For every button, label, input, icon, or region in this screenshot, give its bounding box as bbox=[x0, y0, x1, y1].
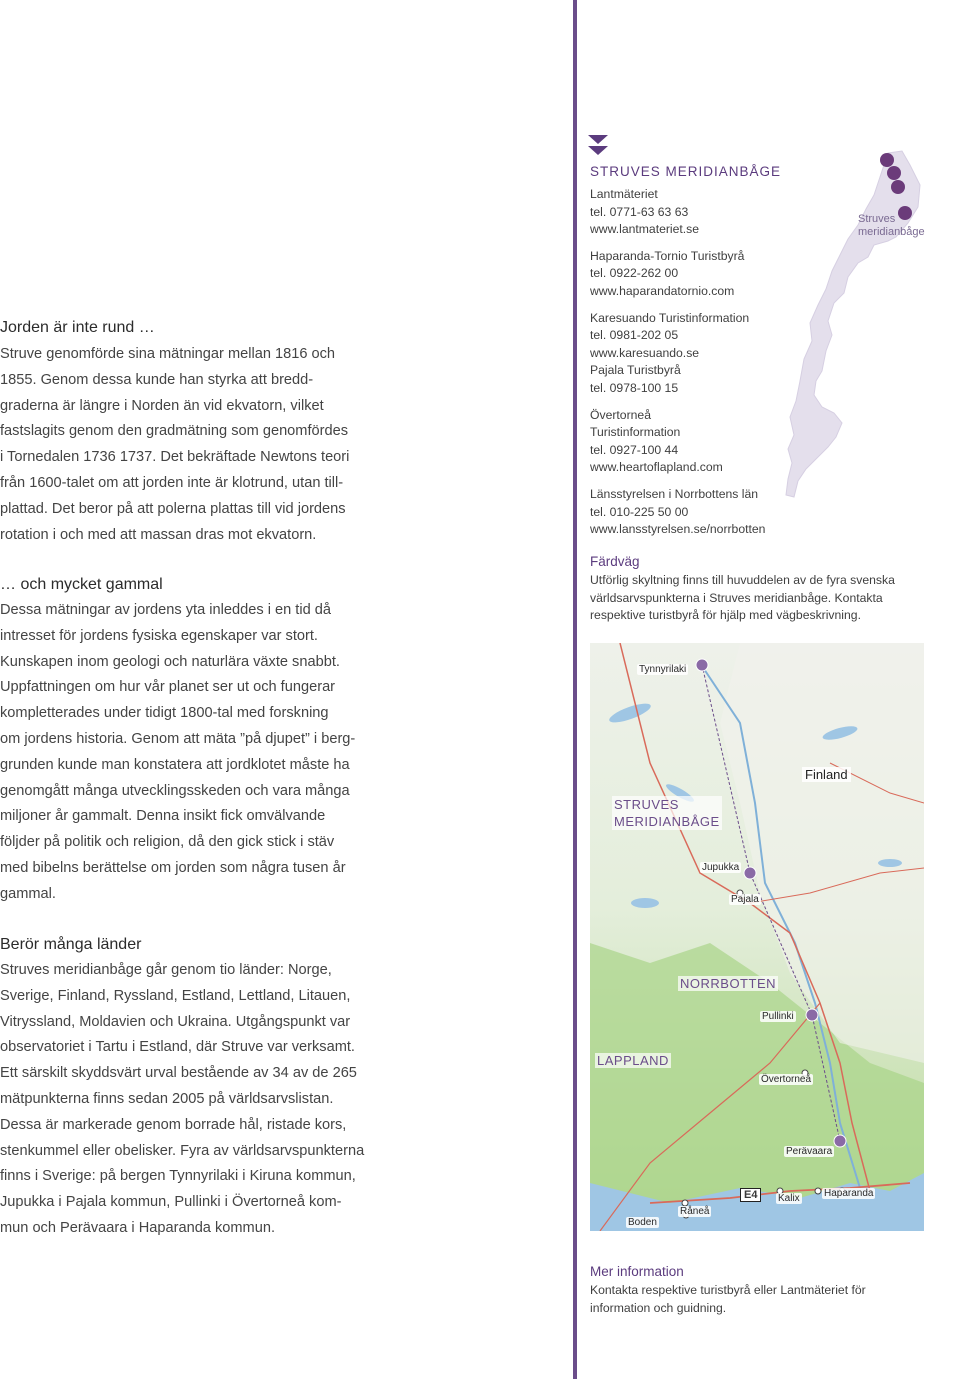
contact-name: Lantmäteriet bbox=[590, 187, 658, 201]
map-label-tynnyrilaki: Tynnyrilaki bbox=[639, 664, 687, 675]
map-marker-peravaara bbox=[834, 1135, 846, 1147]
contact-link[interactable]: www.lansstyrelsen.se/norrbotten bbox=[590, 522, 766, 537]
map-label-pajala: Pajala bbox=[731, 894, 759, 905]
map-label-kalix: Kalix bbox=[778, 1193, 800, 1204]
map-label-lappland: LAPPLAND bbox=[597, 1053, 669, 1068]
map-label-ranea: Råneå bbox=[680, 1206, 710, 1217]
contact-link[interactable]: www.lantmateriet.se bbox=[590, 222, 700, 237]
double-chevron-down-icon bbox=[588, 135, 608, 157]
map-label-struves: STRUVES MERIDIANBÅGE bbox=[614, 797, 720, 829]
contact-link[interactable]: www.haparandatornio.com bbox=[590, 283, 735, 298]
marker-tynnyrilaki bbox=[880, 153, 894, 167]
contact-name: Turistinformation bbox=[590, 425, 681, 440]
contact-name: Pajala Turistbyrå bbox=[590, 363, 681, 378]
section-body-lander: Struves meridianbåge går genom tio länder: Norge, Sverige, Finland, Ryssland, Estland, Lettland, Litauen, Vitryssland, Moldavien och Ukraina. Utgångspunkt var observatoriet i Tartu i Estland, där Struve var verksamt. Ett särskilt skyddsvärt urval bestående av 34 av de 265 mätpunkterna finns sedan 2005 på världsarvslistan. Dessa är markerade genom borrade hål, ristade kors, stenkummel eller obelisker. Fyra av världsarvspunkterna finns i Sverige: på bergen Tynnyrilaki i Kiruna kommun, Jupukka i Pajala kommun, Pullinki i Övertorneå kom- mun och Perävaara i Haparanda kommun. bbox=[0, 962, 365, 1236]
map-label-peravaara: Perävaara bbox=[786, 1146, 833, 1157]
section-heading-gammal: … och mycket gammal bbox=[0, 576, 163, 593]
contact-name: Länsstyrelsen i Norrbottens län bbox=[590, 486, 759, 501]
fardvag-body: Utförlig skyltning finns till huvuddelen av de fyra svenska världsarvspunkterna i Struves meridianbåge. Kontakta respektive turistbyrå för hjälp med vägbeskrivning. bbox=[590, 573, 895, 623]
sweden-map-label: Struves meridianbåge bbox=[858, 213, 925, 238]
contacts-title: STRUVES MERIDIANBÅGE bbox=[590, 164, 782, 179]
contact-phone: tel. 0981-202 05 bbox=[590, 328, 679, 343]
contact-name: Övertorneå bbox=[590, 407, 651, 422]
contacts-list bbox=[590, 186, 765, 539]
map-marker-jupukka bbox=[744, 867, 756, 879]
contact-phone: tel. 0978-100 15 bbox=[590, 380, 679, 395]
fardvag-heading: Färdväg bbox=[590, 554, 640, 569]
column-divider bbox=[573, 0, 577, 1379]
contact-phone: tel. 0922-262 00 bbox=[590, 266, 679, 281]
map-marker-pullinki bbox=[806, 1009, 818, 1021]
sweden-overview-map bbox=[770, 145, 950, 515]
marker-pullinki bbox=[891, 180, 905, 194]
sweden-shape bbox=[786, 151, 920, 497]
map-label-pullinki: Pullinki bbox=[762, 1011, 794, 1022]
map-marker-tynnyrilaki bbox=[696, 659, 708, 671]
region-map bbox=[590, 643, 924, 1231]
contact-phone: tel. 0927-100 44 bbox=[590, 442, 679, 457]
map-label-norrbotten: NORRBOTTEN bbox=[680, 976, 776, 991]
contact-name: Karesuando Turistinformation bbox=[590, 310, 750, 325]
map-label-e4: E4 bbox=[740, 1188, 761, 1202]
mer-info-body: Kontakta respektive turistbyrå eller Lantmäteriet för information och guidning. bbox=[590, 1283, 866, 1315]
marker-jupukka bbox=[887, 166, 901, 180]
map-label-finland: Finland bbox=[802, 767, 851, 782]
section-body-jorden: Struve genomförde sina mätningar mellan 1816 och 1855. Genom dessa kunde han styrka att bredd- graderna är längre i Norden än vid ekvatorn, vilket fastslagits genom den gradmätning som genomfördes i Tornedalen 1736 1737. Det bekräftade Newtons teori från 1600-talet om att jorden inte är klotrund, utan till- plattad. Det beror på att polerna plattas till vid jordens rotation i och med att massan dras mot ekvatorn. bbox=[0, 346, 350, 543]
mer-info-heading: Mer information bbox=[590, 1264, 684, 1279]
map-label-overtornea: Övertorneå bbox=[761, 1074, 812, 1085]
section-heading-lander: Berör många länder bbox=[0, 936, 142, 953]
map-label-jupukka: Jupukka bbox=[702, 862, 740, 873]
contact-name: Haparanda-Tornio Turistbyrå bbox=[590, 248, 745, 263]
region-map-graphic bbox=[590, 643, 924, 1231]
section-body-gammal: Dessa mätningar av jordens yta inleddes i en tid då intresset för jordens fysiska egenskaper var stort. Kunskapen inom geologi och naturlära växte snabbt. Uppfattningen om hur vår planet ser ut och fungerar kompletterades under tidigt 1800-tal med forskning om jordens historia. Genom att mäta ”på djupet” i berg- grunden kunde man konstatera att jordklotet måste ha genomgått många utvecklingsskeden och vara många miljoner år gammalt. Denna insikt fick omvälvande följder på politik och religion, då den gick stick i stäv med bibelns berättelse om jorden som några tusen år gammal. bbox=[0, 602, 356, 902]
map-label-haparanda: Haparanda bbox=[824, 1188, 874, 1199]
contact-phone: tel. 010-225 50 00 bbox=[590, 504, 689, 519]
contact-link[interactable]: www.heartoflapland.com bbox=[590, 460, 723, 475]
section-heading-jorden: Jorden är inte rund … bbox=[0, 319, 155, 336]
map-label-boden: Boden bbox=[628, 1217, 657, 1228]
contact-link[interactable]: www.karesuando.se bbox=[590, 345, 700, 360]
contact-phone: tel. 0771-63 63 63 bbox=[590, 204, 689, 219]
